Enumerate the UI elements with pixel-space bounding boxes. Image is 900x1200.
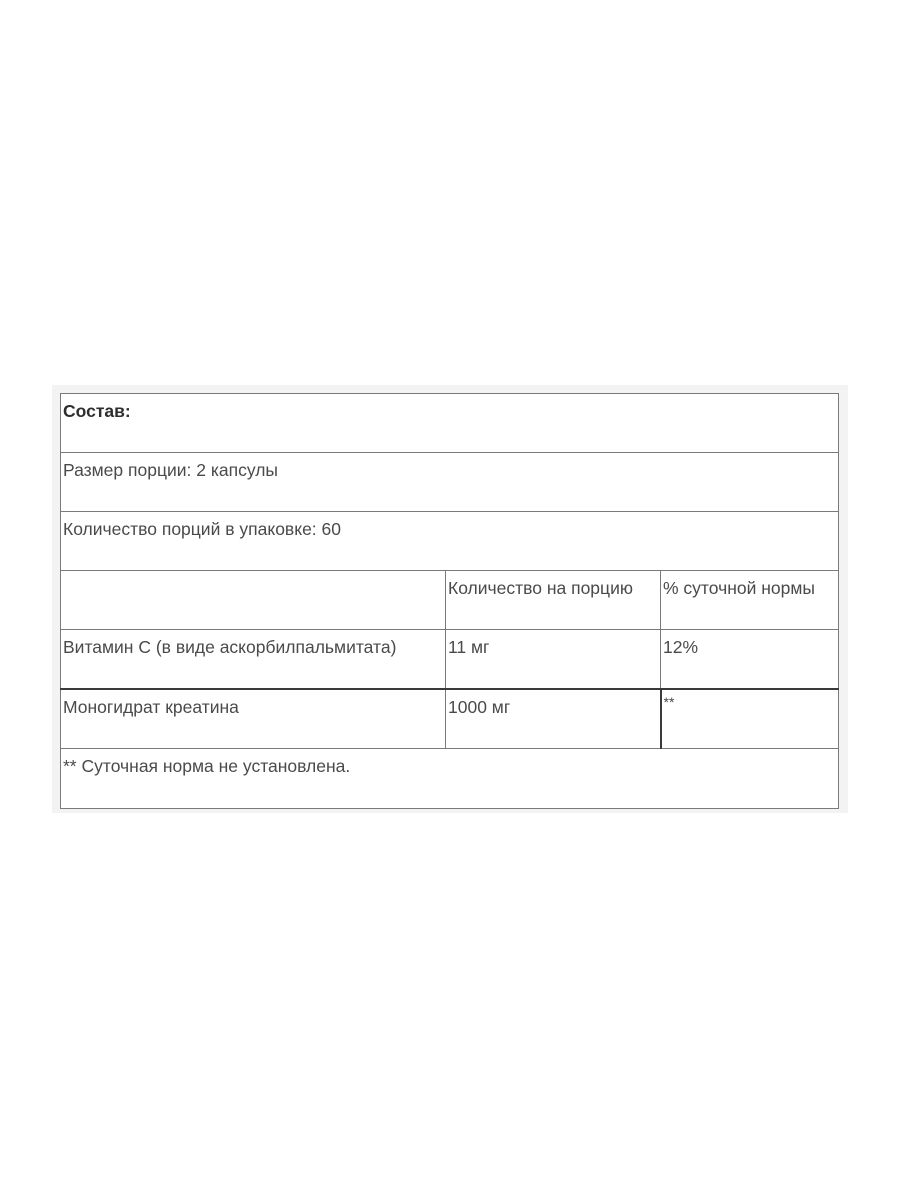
ingredient-name: Моногидрат креатина [61,689,446,749]
header-daily-value-cell: % суточной нормы [661,571,839,630]
header-amount-cell: Количество на порцию [446,571,661,630]
servings-per-container-row [61,512,839,571]
serving-size: Размер порции: 2 капсулы [61,453,839,512]
serving-size-row [61,453,839,512]
composition-title: Состав: [61,394,839,453]
header-name-cell [61,571,446,630]
ingredient-daily-value: ** [661,689,839,749]
ingredient-amount: 1000 мг [446,689,661,749]
ingredient-daily-value: 12% [661,630,839,690]
column-header-row [61,571,839,630]
composition-table [60,393,839,809]
servings-per-container: Количество порций в упаковке: 60 [61,512,839,571]
title-row [61,394,839,453]
composition-panel [52,385,848,813]
table-row [61,689,839,749]
ingredient-amount: 11 мг [446,630,661,690]
footnote-row [61,749,839,809]
ingredient-name: Витамин С (в виде аскорбилпальмитата) [61,630,446,690]
footnote: ** Суточная норма не установлена. [61,749,839,809]
table-row [61,630,839,690]
